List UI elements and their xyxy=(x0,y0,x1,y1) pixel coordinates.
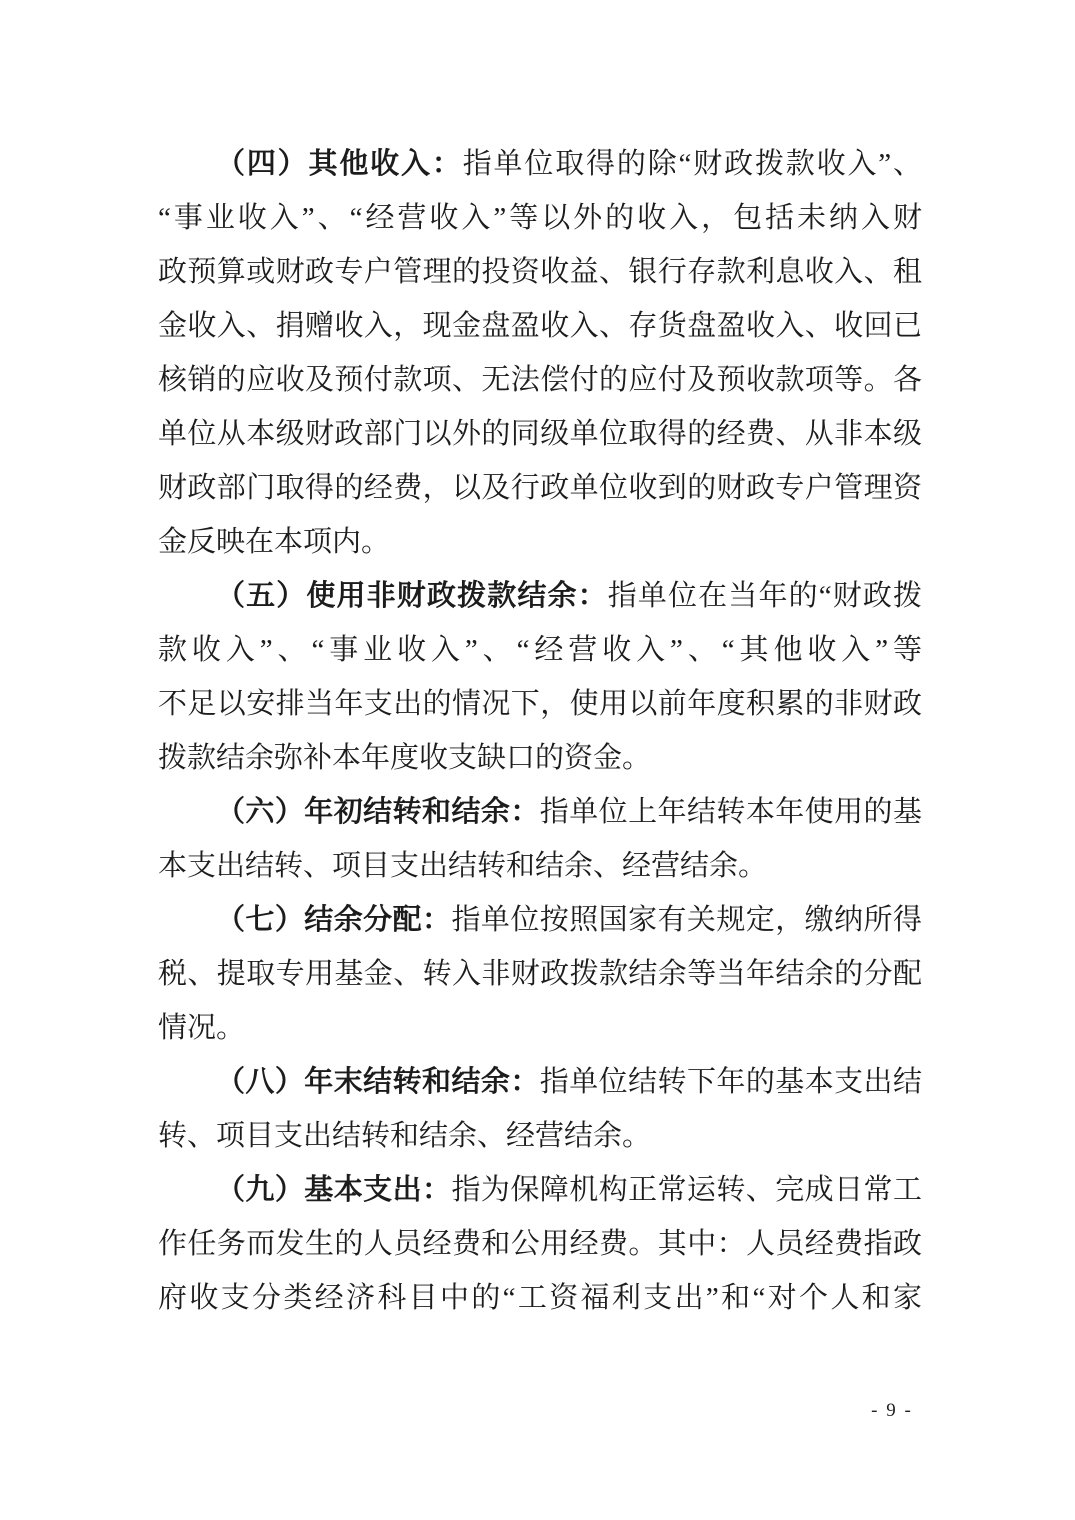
text-line xyxy=(158,569,922,623)
text-line xyxy=(158,1109,922,1163)
text-block xyxy=(158,137,922,1325)
text-line xyxy=(158,839,922,893)
text-line xyxy=(158,245,922,299)
text-line xyxy=(158,623,922,677)
line-text: 指单位取得的除“财政拨款收入”、 xyxy=(462,148,922,180)
line-text: 不足以安排当年支出的情况下，使用以前年度积累的非财政 xyxy=(158,688,922,720)
text-line xyxy=(158,353,922,407)
text-line xyxy=(158,461,922,515)
paragraph-lead: （七）结余分配： xyxy=(216,904,452,936)
line-text: 转、项目支出结转和结余、经营结余。 xyxy=(158,1120,652,1152)
line-text: 指单位在当年的“财政拨 xyxy=(607,580,922,612)
line-text: 指单位上年结转本年使用的基 xyxy=(539,796,922,828)
paragraph-lead: （八）年末结转和结余： xyxy=(216,1066,540,1098)
paragraph-lead: （五）使用非财政拨款结余： xyxy=(216,580,608,612)
text-line xyxy=(158,137,922,191)
page-number: - 9 - xyxy=(871,1400,913,1421)
line-text: 指单位结转下年的基本支出结 xyxy=(539,1066,922,1098)
text-line xyxy=(158,1055,922,1109)
line-text: 指单位按照国家有关规定，缴纳所得 xyxy=(451,904,922,936)
line-text: 情况。 xyxy=(158,1012,246,1044)
line-text: 作任务而发生的人员经费和公用经费。其中：人员经费指政 xyxy=(158,1228,922,1260)
text-line xyxy=(158,731,922,785)
line-text: 拨款结余弥补本年度收支缺口的资金。 xyxy=(158,742,652,774)
line-text: 指为保障机构正常运转、完成日常工 xyxy=(451,1174,922,1206)
paragraph-lead: （九）基本支出： xyxy=(216,1174,452,1206)
line-text: 金收入、捐赠收入，现金盘盈收入、存货盘盈收入、收回已 xyxy=(158,310,922,342)
line-text: 本支出结转、项目支出结转和结余、经营结余。 xyxy=(158,850,768,882)
line-text: “事业收入”、“经营收入”等以外的收入，包括未纳入财 xyxy=(158,202,922,234)
line-text: 府收支分类经济科目中的“工资福利支出”和“对个人和家 xyxy=(158,1282,922,1314)
line-text: 税、提取专用基金、转入非财政拨款结余等当年结余的分配 xyxy=(158,958,922,990)
text-line xyxy=(158,407,922,461)
text-line xyxy=(158,947,922,1001)
text-line xyxy=(158,1163,922,1217)
text-line xyxy=(158,299,922,353)
text-line xyxy=(158,515,922,569)
line-text: 款收入”、“事业收入”、“经营收入”、“其他收入”等 xyxy=(158,634,922,666)
line-text: 政预算或财政专户管理的投资收益、银行存款利息收入、租 xyxy=(158,256,922,288)
line-text: 财政部门取得的经费，以及行政单位收到的财政专户管理资 xyxy=(158,472,922,504)
text-line xyxy=(158,191,922,245)
paragraph-lead: （四）其他收入： xyxy=(216,148,463,180)
line-text: 单位从本级财政部门以外的同级单位取得的经费、从非本级 xyxy=(158,418,922,450)
text-line xyxy=(158,1217,922,1271)
text-line xyxy=(158,1001,922,1055)
paragraph-lead: （六）年初结转和结余： xyxy=(216,796,540,828)
text-line xyxy=(158,1271,922,1325)
text-line xyxy=(158,677,922,731)
line-text: 核销的应收及预付款项、无法偿付的应付及预收款项等。各 xyxy=(158,364,922,396)
text-line xyxy=(158,893,922,947)
line-text: 金反映在本项内。 xyxy=(158,526,391,558)
text-line xyxy=(158,785,922,839)
